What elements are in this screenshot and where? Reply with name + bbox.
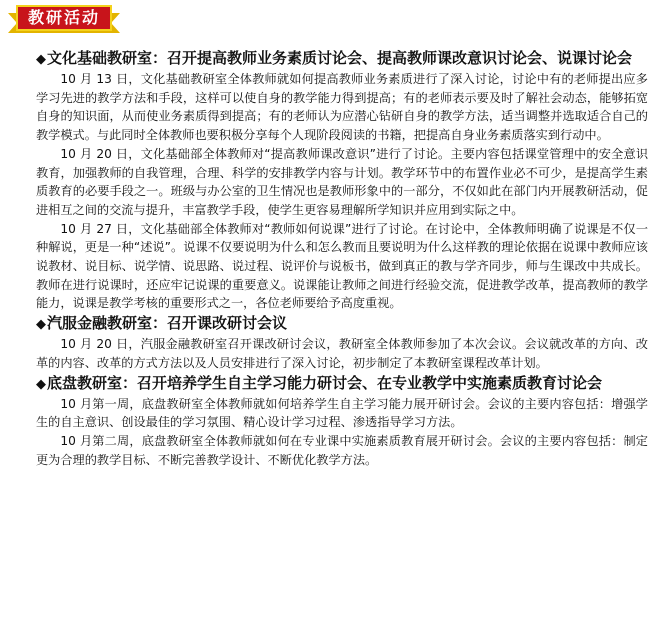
- diamond-bullet-icon: ◆: [36, 317, 46, 333]
- paragraph: 10 月 20 日，汽服金融教研室召开课改研讨会议，教研室全体教师参加了本次会议。会议就改革的方向、改革的内容、改革的方式方法以及人员安排进行了深入讨论，初步制定了本教研室课程改革计划。: [36, 337, 648, 370]
- paragraph: 10 月 13 日，文化基础教研室全体教师就如何提高教师业务素质进行了深入讨论，讨论中有的老师提出应多学习先进的教学方法和手段，这样可以使自身的教学能力得到提高；有的老师表示要及时了解社会动态，能够拓宽自身的知识面，从而使业务素质得到提高；有的老师认为应潜心钻研自身的教学方法，适当调整并选取适合自己的教学模式。与此同时全体教师也要积极分享每个人现阶段阅读的书籍，把提高自身业务素质落实到行动中。: [36, 72, 648, 143]
- section-heading: [36, 373, 648, 395]
- paragraph: 10 月 27 日，文化基础部全体教师对“教师如何说课”进行了讨论。在讨论中，全体教师明确了说课是不仅一种解说，更是一种“述说”。说课不仅要说明为什么和怎么教而且要说明为什么这样教的理论依据在说课中教师应该说教材、说目标、说学情、说思路、说过程、说评价与说板书，做到真正的教与学齐同步，师与生课改中共成长。教师在进行说课时，还应牢记说课的重要意义。说课能让教师之间进行经验交流，促进教学改革，提高教师的教学能力，说课是教学考核的重要形式之一，各位老师要给予高度重视。: [36, 221, 648, 311]
- section-heading: [36, 48, 648, 70]
- section-chassis: [36, 373, 648, 470]
- section-heading-text: 汽服金融教研室：召开课改研讨会议: [47, 314, 288, 333]
- diamond-bullet-icon: ◆: [36, 52, 46, 67]
- section-banner: [8, 3, 120, 36]
- diamond-bullet-icon: ◆: [36, 376, 46, 392]
- paragraph: 10 月 20 日，文化基础部全体教师对“提高教师课改意识”进行了讨论。主要内容包括课堂管理中的安全意识教育，加强教师的自我管理，合理、科学的安排教学内容与计划。教学环节中的布置作业必不可少，是提高学生素质教育的必要手段之一。班级与办公室的卫生情况也是教师形象中的一部分，不仅如此在部门内开展教研活动，促进相互之间的交流与提升，丰富教学手段，使学生更容易理解所学知识并应用到实际之中。: [36, 146, 648, 217]
- section-heading-text: 底盘教研室：召开培养学生自主学习能力研讨会、在专业教学中实施素质教育讨论会: [47, 373, 603, 392]
- paragraph: 10 月第二周，底盘教研室全体教师就如何在专业课中实施素质教育展开研讨会。会议的主要内容包括：制定更为合理的教学目标、不断完善教学设计、不断优化教学方法。: [36, 433, 648, 467]
- article-content: [36, 48, 648, 469]
- paragraph: 10 月第一周，底盘教研室全体教师就如何培养学生自主学习能力展开研讨会。会议的主要内容包括：增强学生的自主意识、创设最佳的学习氛围、精心设计学习过程、渗透指导学习方法。: [36, 396, 648, 430]
- section-culture-basics: [36, 48, 648, 313]
- section-heading-text: 文化基础教研室：召开提高教师业务素质讨论会、提高教师课改意识讨论会、说课讨论会: [47, 49, 633, 67]
- banner-title: 教研活动: [27, 8, 100, 27]
- section-heading: [36, 313, 648, 335]
- section-auto-finance: [36, 313, 648, 372]
